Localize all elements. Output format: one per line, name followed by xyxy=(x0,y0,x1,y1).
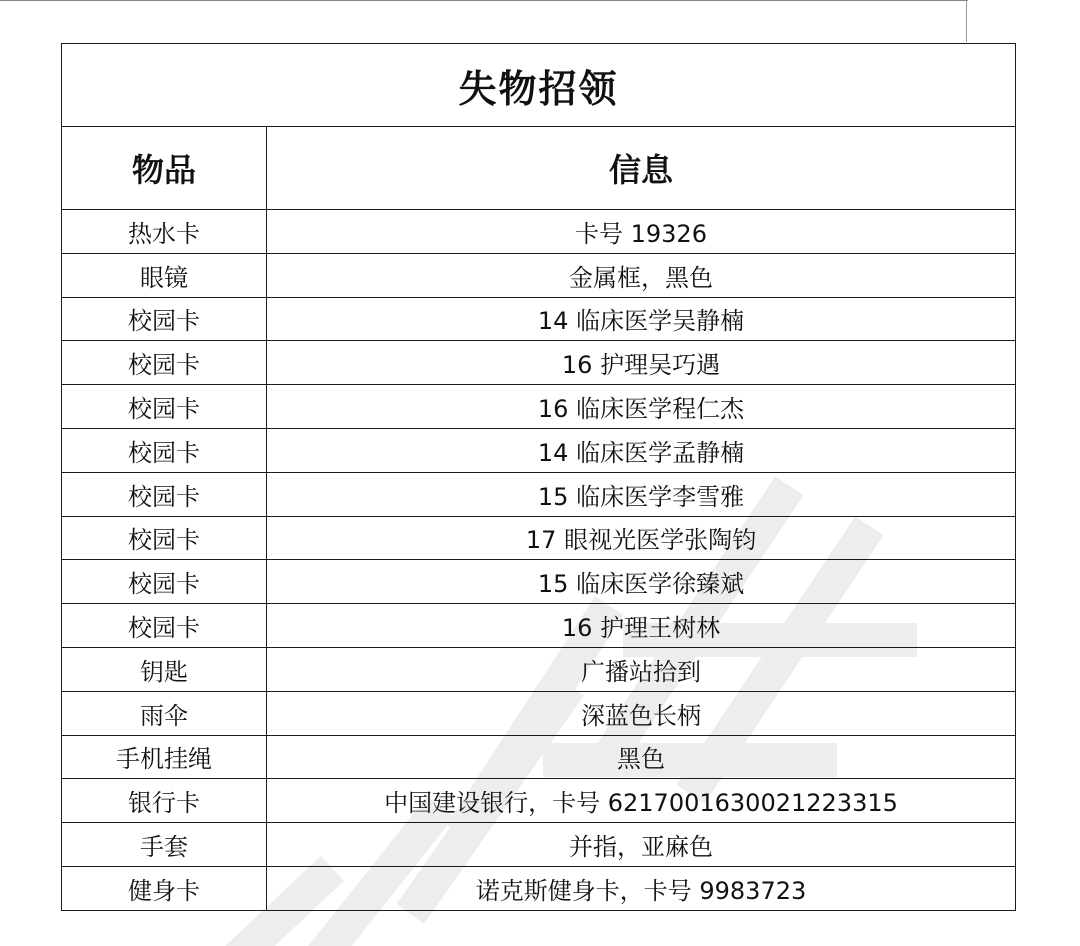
table-row xyxy=(62,823,1016,867)
item-cell: 校园卡 xyxy=(62,385,267,429)
item-cell: 钥匙 xyxy=(62,647,267,691)
item-cell: 校园卡 xyxy=(62,297,267,341)
table-row xyxy=(62,691,1016,735)
info-cell: 16 临床医学程仁杰 xyxy=(267,385,1016,429)
item-cell: 热水卡 xyxy=(62,210,267,254)
table-row xyxy=(62,472,1016,516)
table-row xyxy=(62,560,1016,604)
item-cell: 校园卡 xyxy=(62,604,267,648)
table-row xyxy=(62,253,1016,297)
table-row xyxy=(62,604,1016,648)
page-title: 失物招领 xyxy=(62,44,1016,127)
item-cell: 手机挂绳 xyxy=(62,735,267,779)
info-cell: 16 护理王树林 xyxy=(267,604,1016,648)
info-cell: 17 眼视光医学张陶钧 xyxy=(267,516,1016,560)
item-cell: 校园卡 xyxy=(62,341,267,385)
info-cell: 中国建设银行，卡号 6217001630021223315 xyxy=(267,779,1016,823)
table-row xyxy=(62,297,1016,341)
table-row xyxy=(62,210,1016,254)
table-row xyxy=(62,866,1016,910)
table-row xyxy=(62,735,1016,779)
info-cell: 金属框，黑色 xyxy=(267,253,1016,297)
item-cell: 手套 xyxy=(62,823,267,867)
item-cell: 眼镜 xyxy=(62,253,267,297)
item-cell: 雨伞 xyxy=(62,691,267,735)
info-cell: 卡号 19326 xyxy=(267,210,1016,254)
table-row xyxy=(62,341,1016,385)
item-cell: 健身卡 xyxy=(62,866,267,910)
header-info: 信息 xyxy=(267,127,1016,210)
item-cell: 校园卡 xyxy=(62,560,267,604)
header-item: 物品 xyxy=(62,127,267,210)
info-cell: 14 临床医学孟静楠 xyxy=(267,428,1016,472)
table-row xyxy=(62,516,1016,560)
table-row xyxy=(62,385,1016,429)
item-cell: 校园卡 xyxy=(62,472,267,516)
table-row xyxy=(62,647,1016,691)
info-cell: 并指，亚麻色 xyxy=(267,823,1016,867)
item-cell: 校园卡 xyxy=(62,428,267,472)
item-cell: 银行卡 xyxy=(62,779,267,823)
info-cell: 15 临床医学徐臻斌 xyxy=(267,560,1016,604)
table-row xyxy=(62,779,1016,823)
item-cell: 校园卡 xyxy=(62,516,267,560)
info-cell: 诺克斯健身卡，卡号 9983723 xyxy=(267,866,1016,910)
page-corner-mark xyxy=(966,0,967,42)
info-cell: 深蓝色长柄 xyxy=(267,691,1016,735)
info-cell: 14 临床医学吴静楠 xyxy=(267,297,1016,341)
page-top-edge xyxy=(0,0,968,1)
info-cell: 黑色 xyxy=(267,735,1016,779)
table-row xyxy=(62,428,1016,472)
lost-found-table xyxy=(61,43,1016,911)
info-cell: 广播站拾到 xyxy=(267,647,1016,691)
info-cell: 15 临床医学李雪雅 xyxy=(267,472,1016,516)
info-cell: 16 护理吴巧遇 xyxy=(267,341,1016,385)
